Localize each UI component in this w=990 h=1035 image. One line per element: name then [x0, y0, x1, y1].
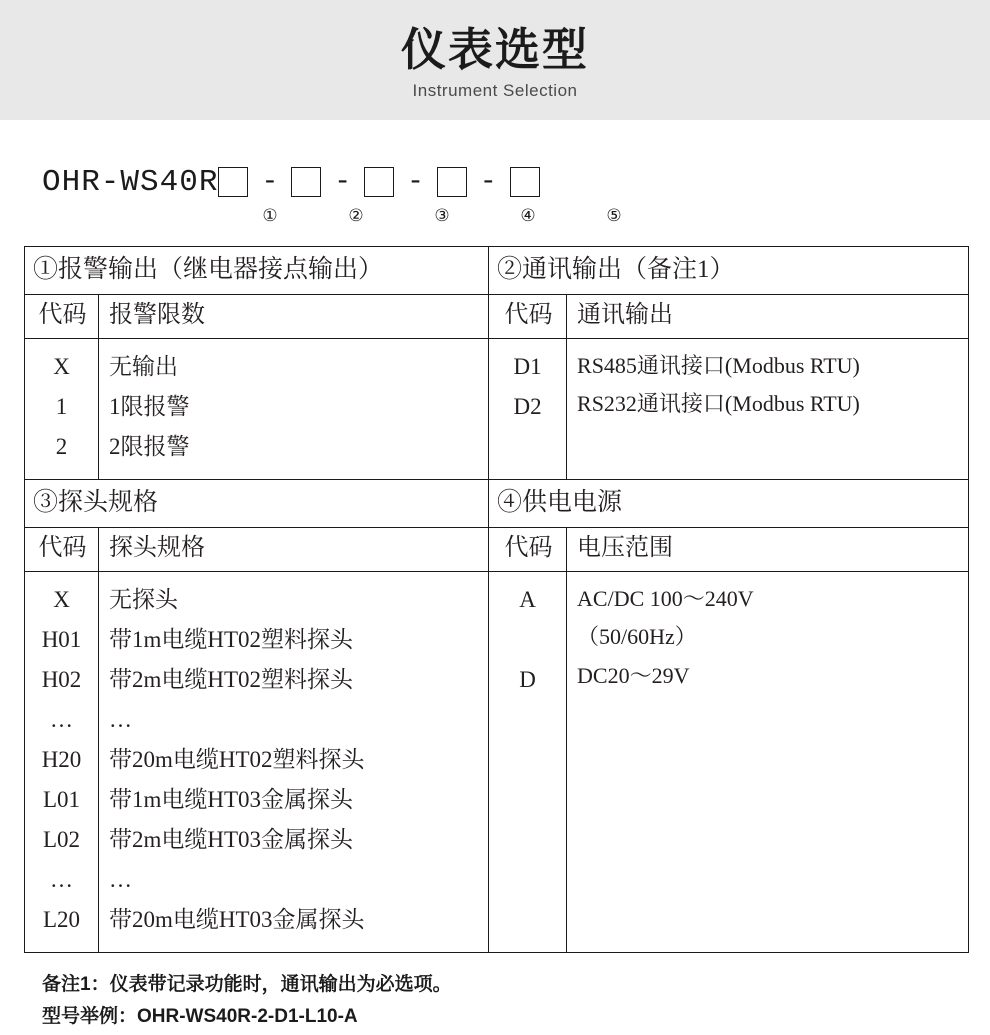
model-marker-5: ⑤	[606, 206, 622, 225]
specification-table-wrapper	[24, 246, 968, 953]
power-desc-header: 电压范围	[567, 528, 969, 572]
comm-code-cell	[489, 339, 567, 480]
list-item: （50/60Hz）	[577, 624, 697, 650]
list-item: 带20m电缆HT03金属探头	[109, 907, 365, 933]
model-slot-1[interactable]	[218, 167, 248, 197]
power-code-cell	[489, 572, 567, 953]
power-code-header: 代码	[489, 528, 567, 572]
model-marker-4: ④	[520, 206, 536, 225]
model-marker-2: ②	[348, 206, 364, 225]
alarm-code-header: 代码	[25, 295, 99, 339]
list-item: 2	[55, 434, 68, 460]
alarm-desc-header: 报警限数	[99, 295, 489, 339]
probe-code-list	[25, 572, 98, 952]
model-slot-3[interactable]	[364, 167, 394, 197]
model-dash-2: -	[334, 166, 352, 198]
list-item: 2限报警	[109, 434, 190, 460]
model-marker-1: ①	[262, 206, 278, 225]
list-item: X	[53, 354, 70, 380]
list-item: 带1m电缆HT03金属探头	[109, 787, 354, 813]
table-row	[25, 339, 969, 480]
probe-desc-list	[99, 572, 488, 952]
list-item: 1	[55, 394, 68, 420]
list-item: L01	[42, 787, 81, 813]
model-marker-row	[255, 206, 990, 226]
list-item: …	[50, 867, 73, 893]
model-dash-4: -	[479, 166, 497, 198]
model-base-name: OHR-WS40R	[42, 164, 219, 200]
specification-table	[24, 246, 969, 953]
probe-desc-header: 探头规格	[99, 528, 489, 572]
list-item: H02	[41, 667, 82, 693]
alarm-desc-list	[99, 339, 488, 479]
list-item: D2	[513, 394, 542, 420]
power-section-heading: ④供电电源	[489, 480, 969, 528]
model-dash-3: -	[407, 166, 424, 198]
list-item	[489, 620, 566, 660]
list-item: H20	[41, 747, 82, 773]
comm-code-header: 代码	[489, 295, 567, 339]
table-row	[25, 572, 969, 953]
alarm-section-heading: ①报警输出（继电器接点输出）	[25, 247, 489, 295]
list-item: L02	[42, 827, 81, 853]
list-item: 带2m电缆HT03金属探头	[109, 827, 354, 853]
list-item: L20	[42, 907, 81, 933]
list-item: 无输出	[109, 354, 178, 380]
power-desc-list	[567, 572, 968, 707]
probe-section-heading: ③探头规格	[25, 480, 489, 528]
list-item: …	[109, 707, 132, 733]
list-item: H01	[41, 627, 82, 653]
list-item: X	[53, 587, 70, 613]
list-item: D1	[513, 354, 542, 380]
list-item: …	[109, 867, 132, 893]
list-item: 带1m电缆HT02塑料探头	[109, 627, 354, 653]
model-marker-3: ③	[434, 206, 450, 225]
comm-code-list	[489, 339, 566, 439]
page-title: 仪表选型	[400, 24, 589, 76]
table-row	[25, 247, 969, 295]
list-item: D	[519, 667, 536, 693]
comm-desc-cell	[567, 339, 969, 480]
page-header	[0, 0, 990, 120]
list-item: AC/DC 100～240V	[577, 586, 754, 612]
probe-code-cell	[25, 572, 99, 953]
list-item: 无探头	[109, 587, 178, 613]
model-code-builder	[42, 160, 990, 242]
model-slot-5[interactable]	[510, 167, 540, 197]
list-item: …	[50, 707, 73, 733]
model-slot-4[interactable]	[437, 167, 467, 197]
list-item: RS232通讯接口(Modbus RTU)	[577, 391, 860, 417]
comm-desc-list	[567, 339, 968, 436]
alarm-desc-cell	[99, 339, 489, 480]
table-row	[25, 480, 969, 528]
model-dash-1: -	[261, 166, 279, 198]
list-item: RS485通讯接口(Modbus RTU)	[577, 353, 860, 379]
note-line-1: 备注1：仪表带记录功能时，通讯输出为必选项。	[42, 974, 452, 996]
page-subtitle: Instrument Selection	[412, 80, 578, 100]
list-item: 1限报警	[109, 394, 190, 420]
table-row	[25, 528, 969, 572]
comm-section-heading: ②通讯输出（备注1）	[489, 247, 969, 295]
model-slot-2[interactable]	[291, 167, 321, 197]
note-line-2: 型号举例：OHR-WS40R-2-D1-L10-A	[42, 1005, 358, 1027]
alarm-code-list	[25, 339, 98, 479]
comm-desc-header: 通讯输出	[567, 295, 969, 339]
probe-desc-cell	[99, 572, 489, 953]
power-code-list	[489, 572, 566, 712]
table-row	[25, 295, 969, 339]
model-code-row	[42, 160, 990, 204]
alarm-code-cell	[25, 339, 99, 480]
list-item: 带2m电缆HT02塑料探头	[109, 667, 354, 693]
footer-notes	[42, 969, 990, 1032]
list-item: 带20m电缆HT02塑料探头	[109, 747, 365, 773]
power-desc-cell	[567, 572, 969, 953]
list-item: DC20～29V	[577, 662, 690, 688]
probe-code-header: 代码	[25, 528, 99, 572]
list-item: A	[519, 587, 536, 613]
